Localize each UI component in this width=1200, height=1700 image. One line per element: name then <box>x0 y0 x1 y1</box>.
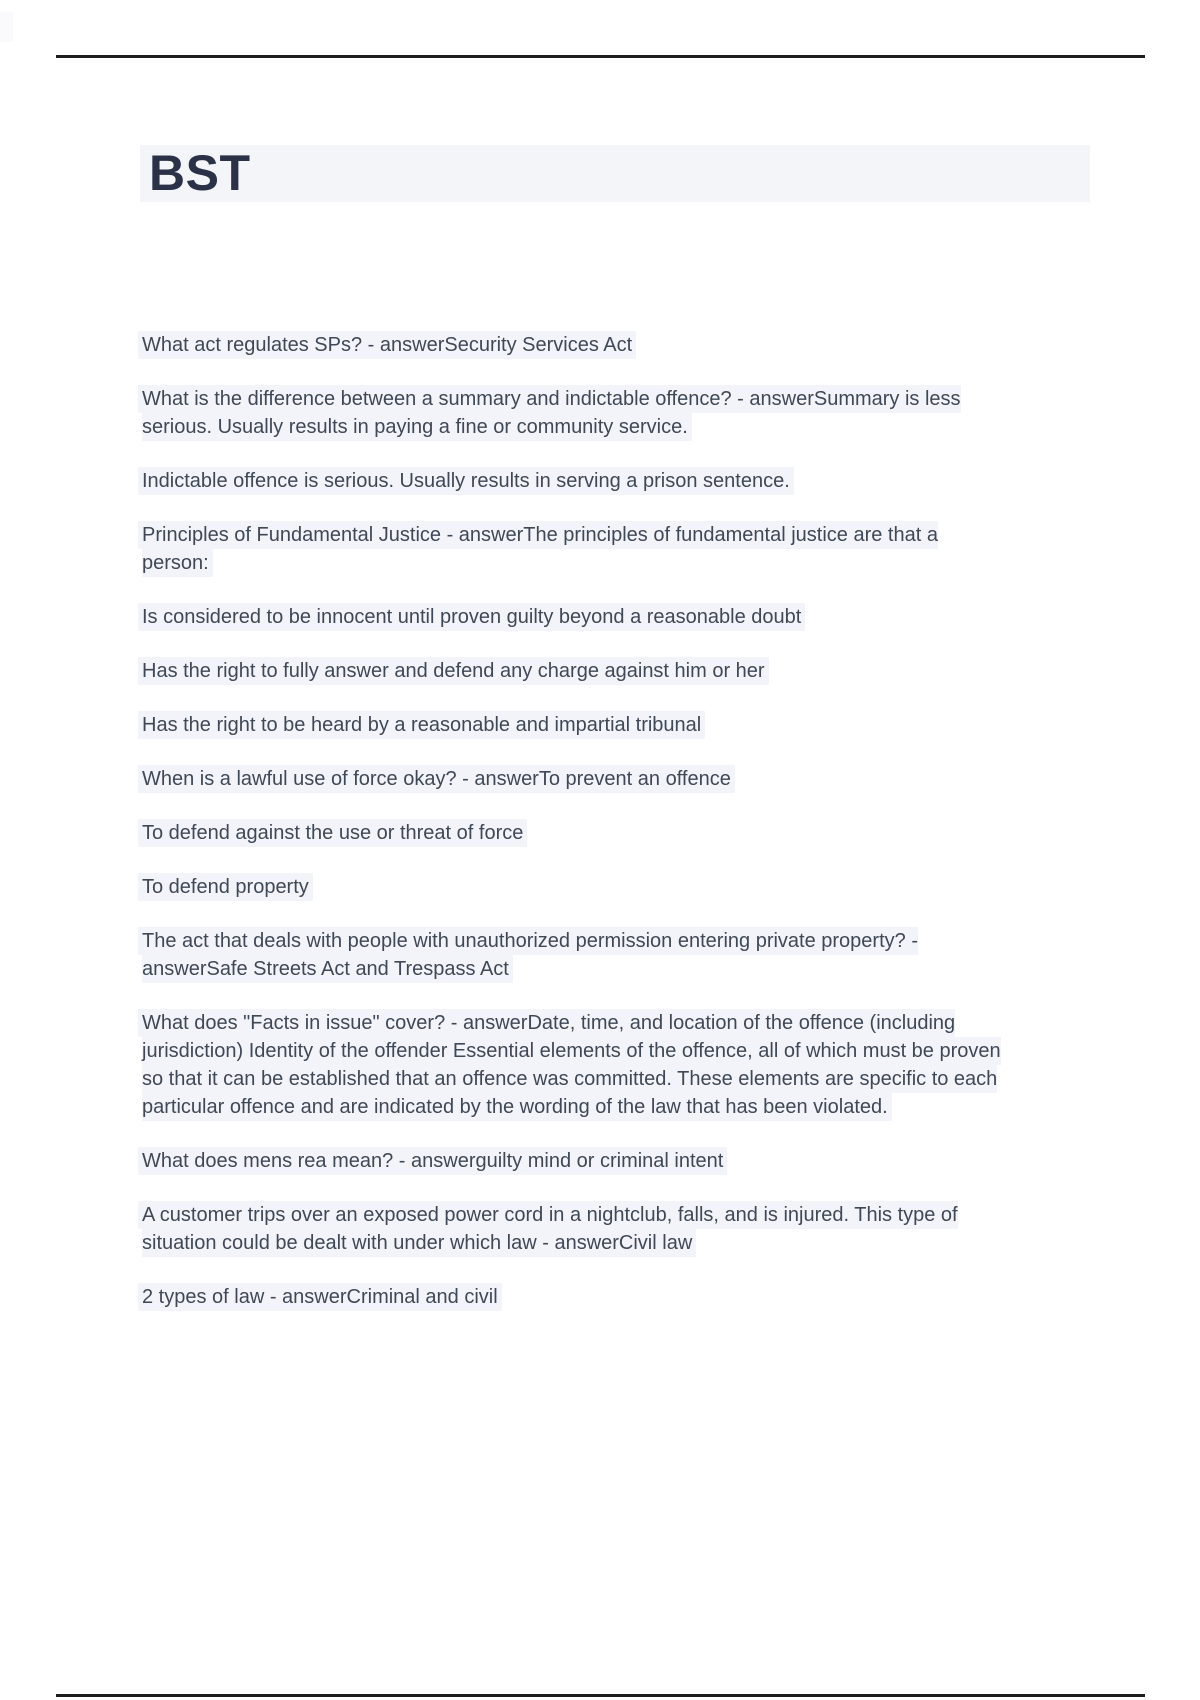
paragraph <box>142 1009 1012 1121</box>
paragraph <box>142 385 1012 441</box>
highlighted-text: When is a lawful use of force okay? - answerTo prevent an offence <box>138 765 735 793</box>
highlighted-text: Indictable offence is serious. Usually results in serving a prison sentence. <box>138 467 794 495</box>
paragraph <box>142 1147 1012 1175</box>
highlighted-text: What does "Facts in issue" cover? - answerDate, time, and location of the offence (including jurisdiction) Identity of the offender Essential elements of the offence, all of which must be proven so that it can be established that an offence was committed. These elements are specific to each particular offence and are indicated by the wording of the law that has been violated. <box>138 1009 1001 1121</box>
paragraph <box>142 331 1012 359</box>
highlighted-text: The act that deals with people with unauthorized permission entering private property? - answerSafe Streets Act and Trespass Act <box>138 927 918 983</box>
paragraph <box>142 657 1012 685</box>
highlighted-text: 2 types of law - answerCriminal and civil <box>138 1283 502 1311</box>
highlighted-text: To defend property <box>138 873 313 901</box>
title-bar <box>140 145 1090 202</box>
paragraph <box>142 873 1012 901</box>
paragraph <box>142 467 1012 495</box>
paragraph <box>142 603 1012 631</box>
page-title: BST <box>149 145 251 201</box>
paragraph <box>142 1283 1012 1311</box>
highlighted-text: To defend against the use or threat of force <box>138 819 527 847</box>
highlighted-text: What is the difference between a summary and indictable offence? - answerSummary is less serious. Usually results in paying a fine or community service. <box>138 385 961 441</box>
highlighted-text: Is considered to be innocent until proven guilty beyond a reasonable doubt <box>138 603 805 631</box>
paragraph <box>142 765 1012 793</box>
top-rule <box>56 55 1145 58</box>
highlighted-text: Has the right to fully answer and defend any charge against him or her <box>138 657 769 685</box>
paragraph <box>142 927 1012 983</box>
document-body <box>142 331 1012 1337</box>
highlighted-text: Principles of Fundamental Justice - answerThe principles of fundamental justice are that a person: <box>138 521 938 577</box>
highlighted-text: A customer trips over an exposed power cord in a nightclub, falls, and is injured. This type of situation could be dealt with under which law - answerCivil law <box>138 1201 958 1257</box>
bottom-rule <box>56 1694 1145 1697</box>
highlighted-text: What does mens rea mean? - answerguilty mind or criminal intent <box>138 1147 727 1175</box>
corner-artifact <box>0 12 13 42</box>
paragraph <box>142 1201 1012 1257</box>
highlighted-text: Has the right to be heard by a reasonable and impartial tribunal <box>138 711 705 739</box>
paragraph <box>142 521 1012 577</box>
paragraph <box>142 819 1012 847</box>
highlighted-text: What act regulates SPs? - answerSecurity Services Act <box>138 331 636 359</box>
paragraph <box>142 711 1012 739</box>
